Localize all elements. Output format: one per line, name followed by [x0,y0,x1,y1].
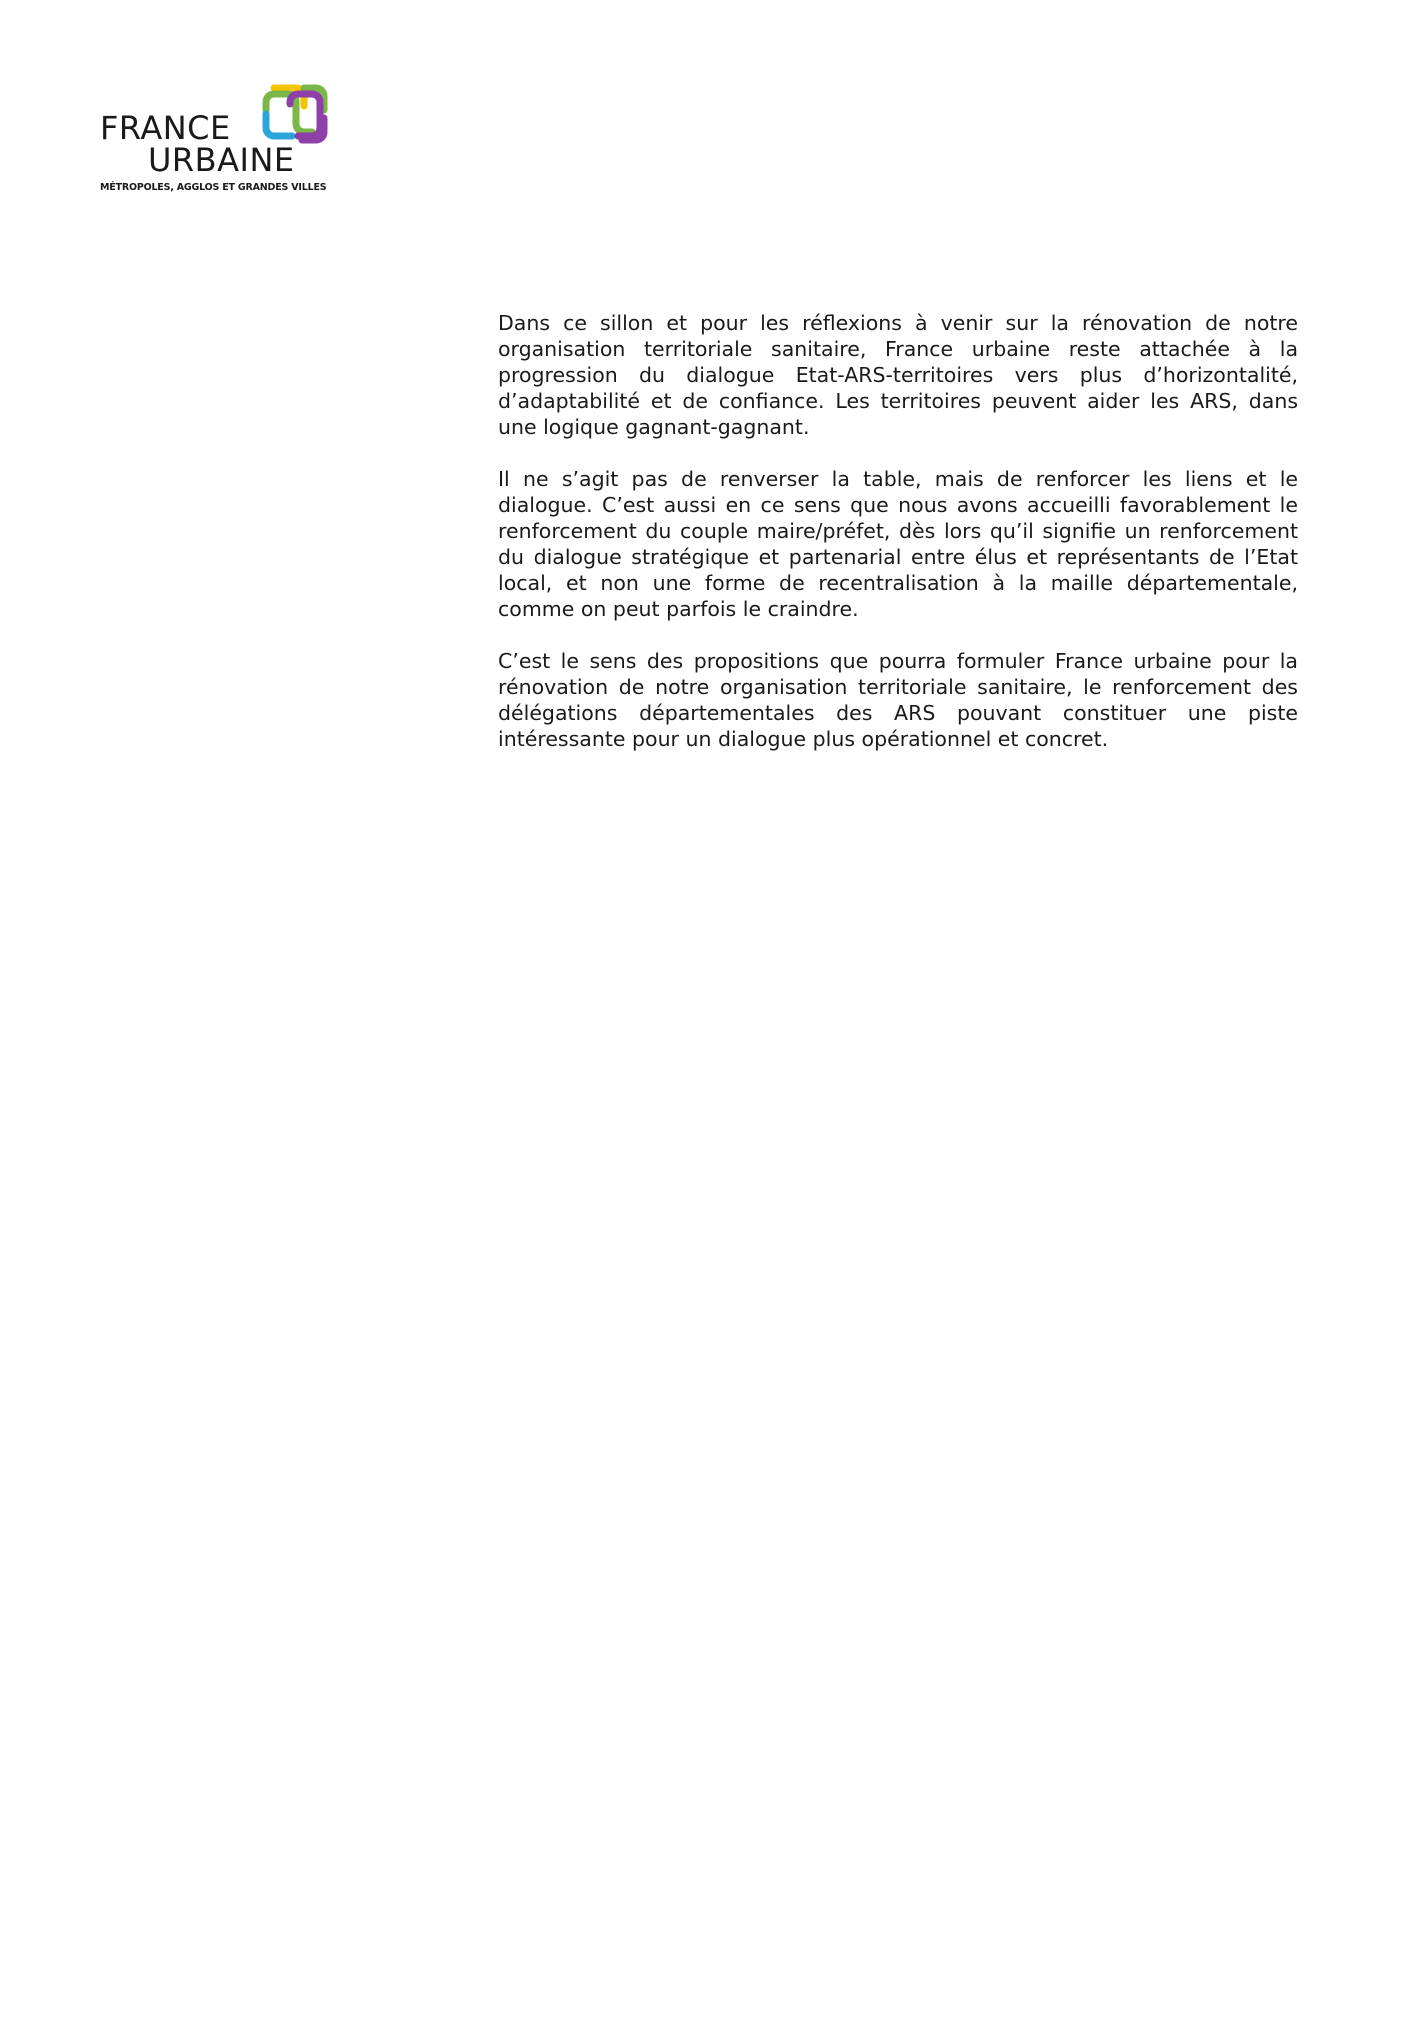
body-text [498,310,1298,778]
paragraph: C’est le sens des propositions que pourra formuler France urbaine pour la rénovation de notre organisation territoriale sanitaire, le renforcement des délégations départementales des ARS pouvant constituer une piste intéressante pour un dialogue plus opérationnel et concret. [498,649,1298,751]
paragraph: Dans ce sillon et pour les réflexions à venir sur la rénovation de notre organisation territoriale sanitaire, France urbaine reste attachée à la progression du dialogue Etat-ARS-territoires vers plus d’horizontalité, d’adaptabilité et de confiance. Les territoires peuvent aider les ARS, dans une logique gagnant-gagnant. [498,311,1298,439]
logo-text-france: FRANCE [100,109,231,147]
logo-tagline: MÉTROPOLES, AGGLOS ET GRANDES VILLES [100,182,327,193]
logo-knot-icon [260,82,330,148]
france-urbaine-logo [100,82,340,200]
paragraph: Il ne s’agit pas de renverser la table, mais de renforcer les liens et le dialogue. C’est aussi en ce sens que nous avons accueilli favorablement le renforcement du couple maire/préfet, dès lors qu’il signifie un renforcement du dialogue stratégique et partenarial entre élus et représentants de l’Etat local, et non une forme de recentralisation à la maille départementale, comme on peut parfois le craindre. [498,467,1298,621]
logo-text-urbaine: URBAINE [148,141,295,179]
